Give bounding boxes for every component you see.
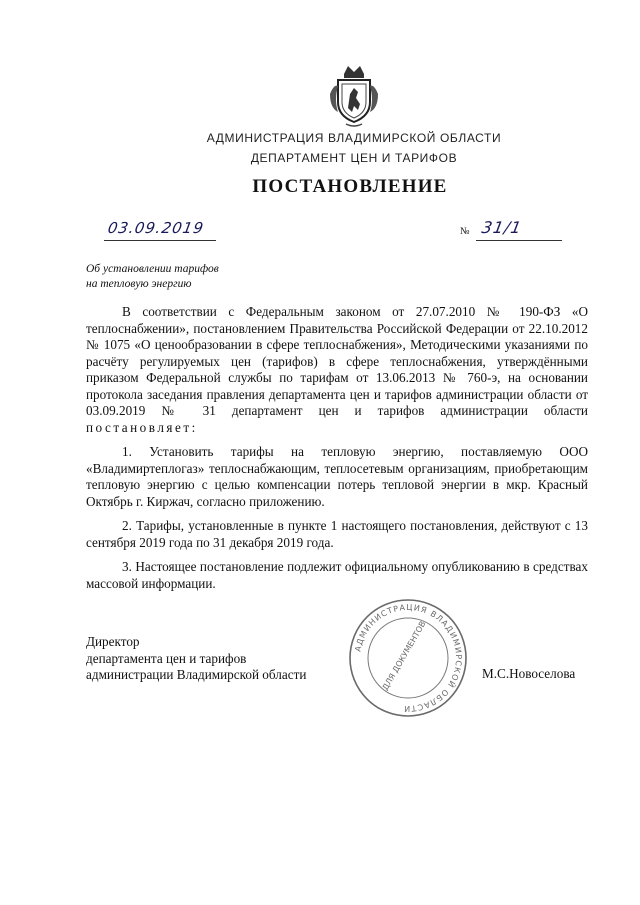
signer-position-3: администрации Владимирской области — [86, 667, 307, 682]
handwritten-date: 03.09.2019 — [106, 219, 206, 237]
subject-line-2: на тепловую энергию — [86, 278, 192, 290]
coat-of-arms-emblem — [326, 64, 382, 128]
decree-word: постановляет: — [86, 419, 198, 435]
signer-name: М.С.Новоселова — [482, 666, 576, 681]
stamp-inner-text: ДЛЯ ДОКУМЕНТОВ — [380, 619, 428, 692]
item-2-paragraph: 2. Тарифы, установленные в пункте 1 настоящего постановления, действуют с 13 сентября 2019 года по 31 декабря 2019 года. — [86, 518, 588, 550]
subject-line-1: Об установлении тарифов — [86, 263, 219, 275]
signature-block — [86, 634, 306, 684]
document-title: ПОСТАНОВЛЕНИЕ — [252, 176, 448, 197]
svg-text:АДМИНИСТРАЦИЯ ВЛАДИМИРСКОЙ ОБЛ — [353, 603, 463, 713]
stamp-outer-text: АДМИНИСТРАЦИЯ ВЛАДИМИРСКОЙ ОБЛАСТИ — [353, 602, 464, 714]
department-name: ДЕПАРТАМЕНТ ЦЕН И ТАРИФОВ — [250, 151, 458, 165]
preamble-paragraph — [86, 304, 588, 436]
number-field — [476, 220, 562, 241]
number-label: № — [460, 226, 470, 237]
signer-position-1: Директор — [86, 634, 140, 649]
administration-name: АДМИНИСТРАЦИЯ ВЛАДИМИРСКОЙ ОБЛАСТИ — [206, 131, 502, 145]
document-body — [86, 304, 588, 592]
item-1-paragraph: 1. Установить тарифы на тепловую энергию, поставляемую ООО «Владимиртеплогаз» теплоснабжающим, теплосетевым организациям, приобретающим тепловую энергию с целью компенсации потерь тепловой энергии в мкр. Красный Октябрь г. Киржач, согласно приложению. — [86, 444, 588, 509]
date-field — [104, 220, 216, 241]
official-stamp-seal — [346, 596, 470, 720]
handwritten-number: 31/1 — [480, 218, 524, 237]
item-3-paragraph: 3. Настоящее постановление подлежит официальному опубликованию в средствах массовой информации. — [86, 559, 588, 591]
document-subject — [86, 262, 219, 292]
signer-position-2: департамента цен и тарифов — [86, 650, 247, 666]
preamble-text: В соответствии с Федеральным законом от 27.07.2010 № 190-ФЗ «О теплоснабжении», постановлением Правительства Российской Федерации от 22.10.2012 № 1075 «О ценообразовании в сфере теплоснабжения», Методическими указаниями по расчёту регулируемых цен (тарифов) в сфере теплоснабжения, утверждёнными приказом Федеральной службы по тарифам от 13.06.2013 № 760-э, на основании протокола заседания правления департамента цен и тарифов администрации области от 03.09.2019 № 31 департамент цен и тарифов администрации области — [86, 304, 588, 418]
